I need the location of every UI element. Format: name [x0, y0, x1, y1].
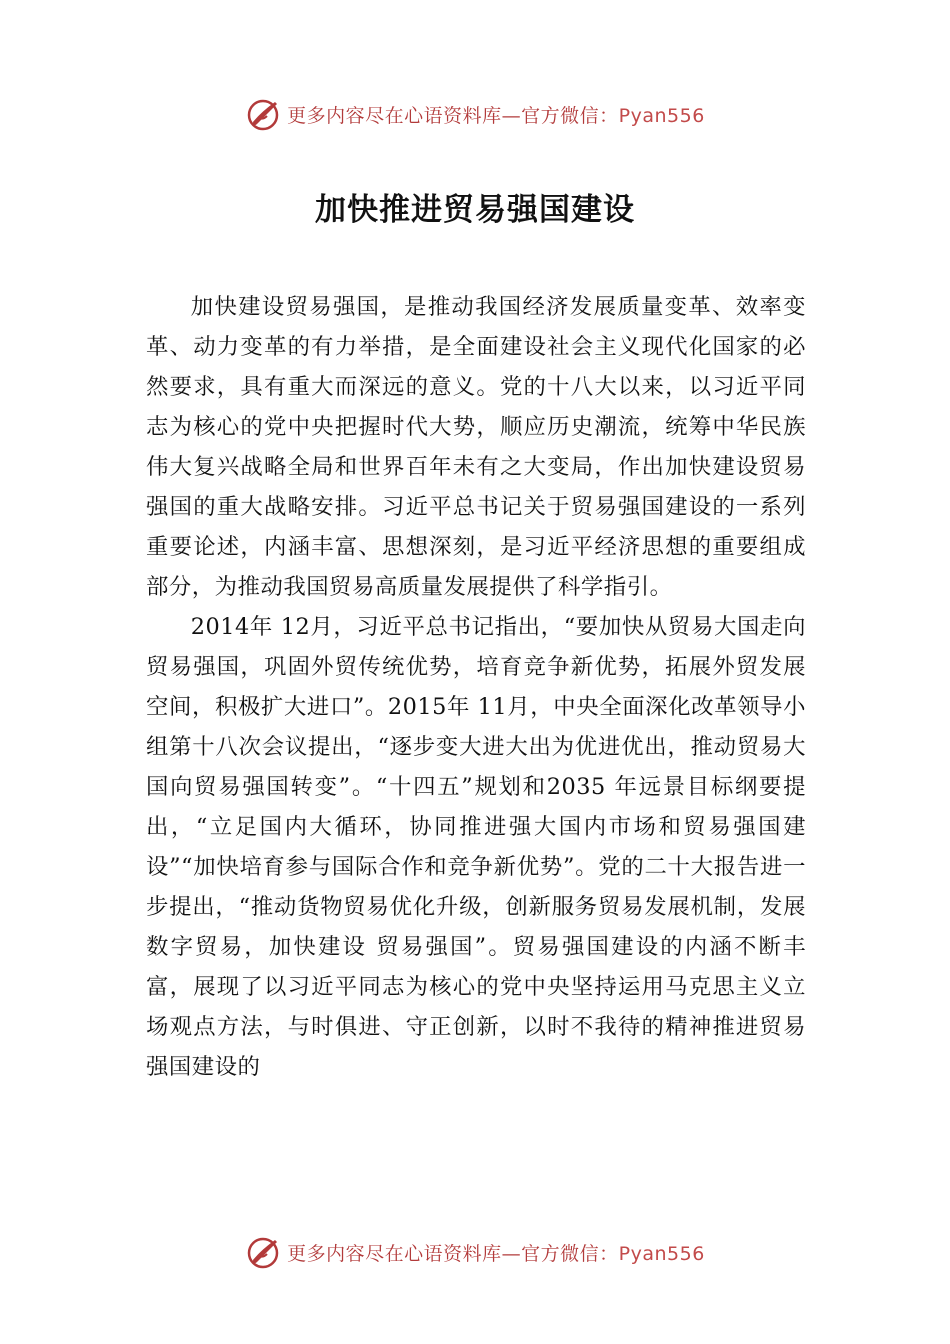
wechat-id: Pyan556 — [618, 1242, 705, 1265]
document-title: 加快推进贸易强国建设 — [315, 192, 635, 228]
wechat-id: Pyan556 — [618, 104, 705, 127]
brush-logo-icon — [245, 1234, 281, 1270]
watermark-text: 更多内容尽在心语资料库—官方微信：Pyan556 — [287, 104, 705, 127]
paragraph-1: 加快建设贸易强国，是推动我国经济发展质量变革、效率变革、动力变革的有力举措，是全面建设社会主义现代化国家的必然要求，具有重大而深远的意义。党的十八大以来，以习近平同志为核心的党中央把握时代大势，顺应历史潮流，统筹中华民族伟大复兴战略全局和世界百年未有之大变局，作出加快建设贸易强国的重大战略安排。习近平总书记关于贸易强国建设的一系列重要论述，内涵丰富、思想深刻，是习近平经济思想的重要组成部分，为推动我国贸易高质量发展提供了科学指引。 — [146, 294, 806, 600]
header-watermark — [0, 94, 950, 134]
paragraph-2: 2014年 12月，习近平总书记指出，“要加快从贸易大国走向贸易强国，巩固外贸传统优势，培育竞争新优势，拓展外贸发展空间，积极扩大进口”。2015年 11月，中央全面深化改革领导小组第十八次会议提出，“逐步变大进大出为优进优出，推动贸易大国向贸易强国转变”。“十四五”规划和2035 年远景目标纲要提出，“立足国内大循环，协同推进强大国内市场和贸易强国建设”“加快培育参与国际合作和竞争新优势”。党的二十大报告进一步提出，“推动货物贸易优化升级，创新服务贸易发展机制，发展数字贸易，加快建设 贸易强国”。贸易强国建设的内涵不断丰富，展现了以习近平同志为核心的党中央坚持运用马克思主义立场观点方法，与时俱进、守正创新，以时不我待的精神推进贸易强国建设的 — [146, 614, 806, 1080]
brush-logo-icon — [245, 96, 281, 132]
document-body — [146, 287, 806, 1087]
watermark-text: 更多内容尽在心语资料库—官方微信：Pyan556 — [287, 1242, 705, 1265]
footer-watermark — [0, 1232, 950, 1272]
